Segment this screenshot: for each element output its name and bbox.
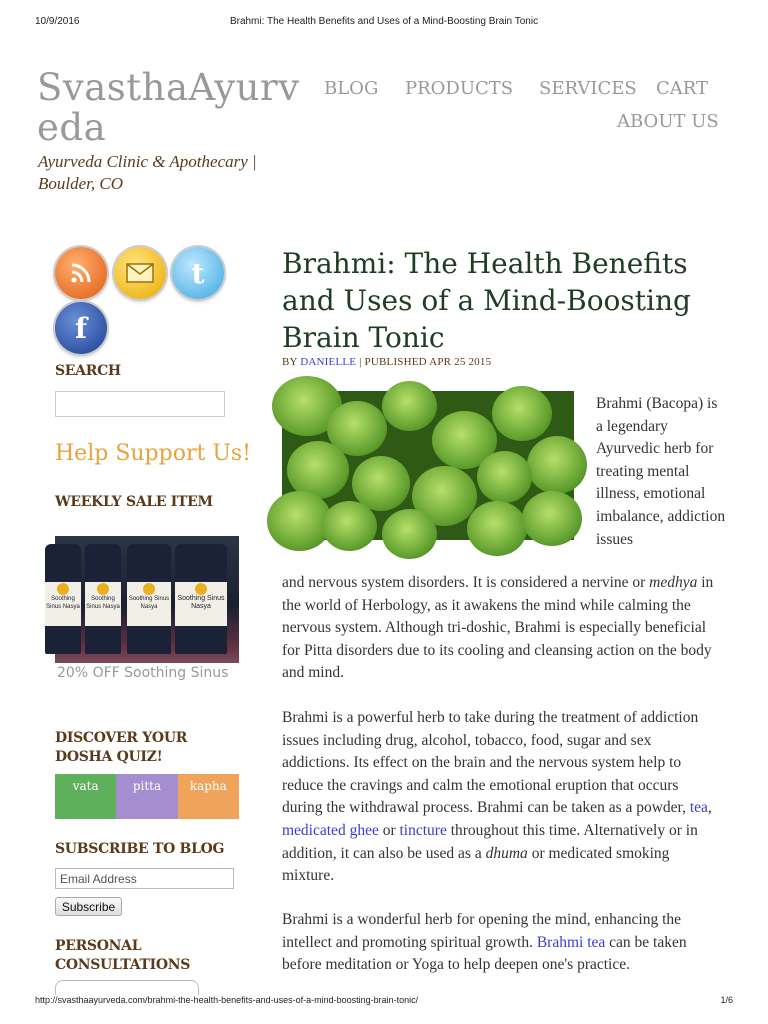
consultations-heading: PERSONAL CONSULTATIONS (55, 938, 191, 973)
dosha-vata[interactable]: vata (55, 774, 116, 819)
dhuma-term: dhuma (485, 844, 528, 862)
print-footer (0, 995, 768, 1015)
print-doc-title: Brahmi: The Health Benefits and Uses of a Mind-Boosting Brain Tonic (229, 16, 539, 27)
subscribe-heading: SUBSCRIBE TO BLOG (55, 841, 225, 857)
print-date: 10/9/2016 (35, 16, 80, 27)
author-link[interactable]: DANIELLE (300, 356, 357, 368)
nav-about[interactable]: ABOUT US (617, 111, 719, 132)
bottle: Soothing Sinus Nasya (85, 544, 121, 654)
rss-glyph (69, 261, 93, 285)
addiction-paragraph: Brahmi is a powerful herb to take during the treatment of addiction issues including drug, alcohol, tobacco, food, sugar and sex addictions. Its effect on the brain and the nervous system help to reduce the cravings and calm the emotional eruption that occurs during the withdrawal process. Brahmi can be taken as a powder, tea, medicated ghee or tincture throughout this time. Alternatively or in addition, it can also be used as a dhuma or medicated smoking mixture. (282, 709, 712, 885)
medicated-ghee-link[interactable]: medicated ghee (282, 821, 379, 839)
byline-by: BY (282, 356, 301, 368)
bottle: Soothing Sinus Nasya (45, 544, 81, 654)
twitter-glyph: t (191, 256, 205, 290)
facebook-glyph: f (74, 311, 88, 345)
dosha-quiz-banner[interactable] (55, 774, 239, 819)
tea-link[interactable]: tea (689, 799, 708, 817)
dosha-heading: DISCOVER YOUR DOSHA QUIZ! (55, 730, 188, 765)
brahmi-leaves-image (282, 391, 574, 540)
site-tagline: Ayurveda Clinic & Apothecary | Boulder, CO (38, 152, 257, 193)
dosha-pitta[interactable]: pitta (116, 774, 177, 819)
search-heading: SEARCH (55, 363, 121, 379)
site-title[interactable] (37, 66, 300, 149)
intro-text-right: Brahmi (Bacopa) is a legendary Ayurvedic herb for treating mental illness, emotional imbalance, addiction issues (596, 395, 726, 548)
site-title-line1: SvasthaAyurv (37, 66, 300, 109)
brahmi-tea-link[interactable]: Brahmi tea (536, 933, 606, 951)
twitter-icon[interactable] (172, 247, 224, 299)
mail-icon[interactable] (114, 247, 166, 299)
byline-published: | PUBLISHED APR 25 2015 (356, 356, 492, 368)
article-title: Brahmi: The Health Benefits and Uses of a Mind-Boosting Brain Tonic (282, 247, 691, 354)
subscribe-button[interactable]: Subscribe (55, 897, 122, 916)
dosha-kapha[interactable]: kapha (178, 774, 239, 819)
intro-text: and nervous system disorders. It is considered a nervine or medhya in the world of Herbology, as it awakens the mind while calming the nervous system. Although tri-doshic, Brahmi is especially beneficial for Pitta disorders due to its cooling and cleansing action on the body and mind. (282, 574, 714, 682)
help-support-link[interactable]: Help Support Us! (55, 441, 251, 466)
site-title-line2: eda (37, 106, 107, 149)
email-field[interactable]: Email Address (55, 868, 234, 889)
facebook-icon[interactable] (55, 302, 107, 354)
mind-paragraph: Brahmi is a wonderful herb for opening the mind, enhancing the intellect and promoting spiritual growth. Brahmi tea can be taken before meditation or Yoga to help deepen one's practice. (282, 911, 687, 974)
tincture-link[interactable]: tincture (399, 821, 447, 839)
byline (282, 356, 491, 368)
sale-caption[interactable]: 20% OFF Soothing Sinus (57, 665, 229, 681)
rss-icon[interactable] (55, 247, 107, 299)
medhya-term: medhya (649, 574, 698, 591)
envelope-glyph (126, 263, 154, 283)
print-page-number: 1/6 (720, 995, 733, 1005)
search-input[interactable] (55, 391, 225, 417)
nav-blog[interactable]: BLOG (324, 78, 379, 99)
bottle: Soothing Sinus Nasya (175, 544, 227, 654)
bottle: Soothing Sinus Nasya (127, 544, 171, 654)
sale-item-image[interactable] (46, 536, 239, 663)
nav-cart[interactable]: CART (656, 78, 709, 99)
nav-products[interactable]: PRODUCTS (405, 78, 514, 99)
print-url: http://svasthaayurveda.com/brahmi-the-health-benefits-and-uses-of-a-mind-boosting-brain-tonic/ (35, 995, 419, 1005)
nav-services[interactable]: SERVICES (539, 78, 637, 99)
weekly-sale-heading: WEEKLY SALE ITEM (55, 494, 213, 510)
